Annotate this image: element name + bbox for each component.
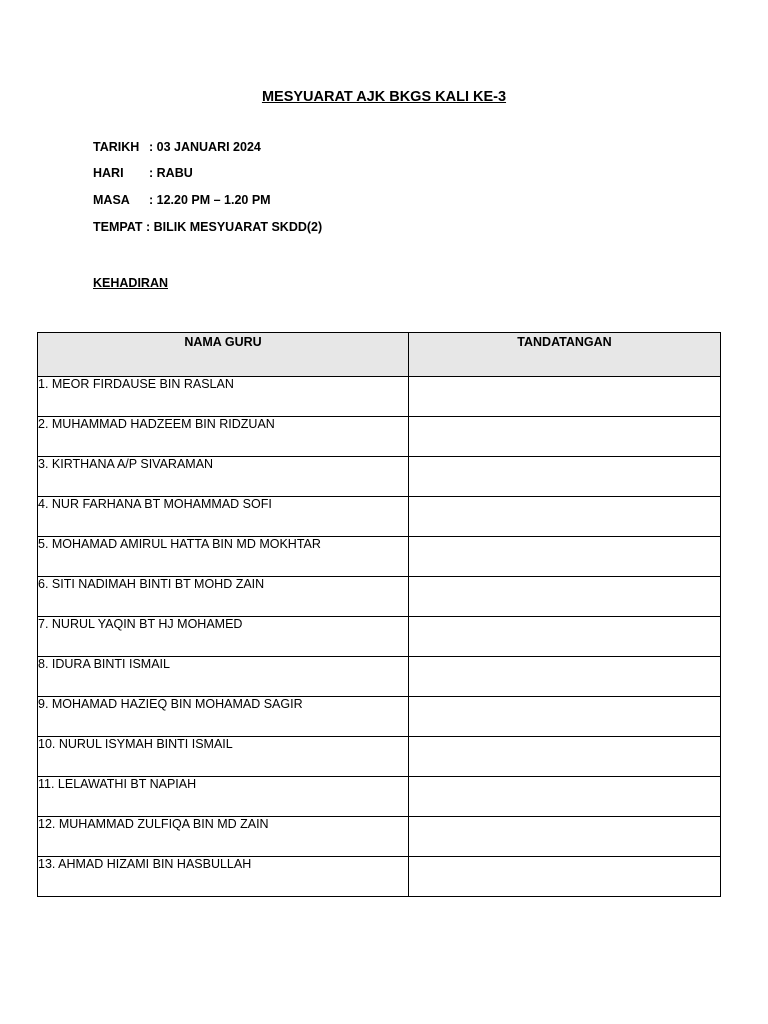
teacher-name: 2. MUHAMMAD HADZEEM BIN RIDZUAN — [38, 417, 409, 457]
table-row — [38, 777, 721, 817]
teacher-name: 3. KIRTHANA A/P SIVARAMAN — [38, 457, 409, 497]
signature-cell[interactable] — [409, 457, 721, 497]
signature-cell[interactable] — [409, 777, 721, 817]
section-heading-kehadiran: KEHADIRAN — [93, 276, 168, 290]
signature-cell[interactable] — [409, 377, 721, 417]
table-row — [38, 657, 721, 697]
hari-value: : RABU — [149, 166, 193, 180]
table-row — [38, 497, 721, 537]
masa-label: MASA — [93, 193, 130, 207]
signature-cell[interactable] — [409, 577, 721, 617]
teacher-name: 7. NURUL YAQIN BT HJ MOHAMED — [38, 617, 409, 657]
hari-label: HARI — [93, 166, 124, 180]
teacher-name: 11. LELAWATHI BT NAPIAH — [38, 777, 409, 817]
document-title: MESYUARAT AJK BKGS KALI KE-3 — [261, 89, 507, 105]
table-row — [38, 617, 721, 657]
header-nama-guru: NAMA GURU — [38, 333, 409, 377]
teacher-name: 12. MUHAMMAD ZULFIQA BIN MD ZAIN — [38, 817, 409, 857]
table-header-row — [38, 333, 721, 377]
table-row — [38, 737, 721, 777]
teacher-name: 13. AHMAD HIZAMI BIN HASBULLAH — [38, 857, 409, 897]
tarikh-label: TARIKH — [93, 140, 140, 154]
teacher-name: 4. NUR FARHANA BT MOHAMMAD SOFI — [38, 497, 409, 537]
masa-value: : 12.20 PM – 1.20 PM — [149, 193, 271, 207]
info-tempat — [93, 220, 322, 234]
table-row — [38, 577, 721, 617]
signature-cell[interactable] — [409, 417, 721, 457]
teacher-name: 9. MOHAMAD HAZIEQ BIN MOHAMAD SAGIR — [38, 697, 409, 737]
info-tarikh — [93, 140, 261, 154]
header-tandatangan: TANDATANGAN — [409, 333, 721, 377]
tarikh-value: : 03 JANUARI 2024 — [149, 140, 261, 154]
signature-cell[interactable] — [409, 697, 721, 737]
signature-cell[interactable] — [409, 857, 721, 897]
teacher-name: 6. SITI NADIMAH BINTI BT MOHD ZAIN — [38, 577, 409, 617]
teacher-name: 1. MEOR FIRDAUSE BIN RASLAN — [38, 377, 409, 417]
teacher-name: 8. IDURA BINTI ISMAIL — [38, 657, 409, 697]
signature-cell[interactable] — [409, 737, 721, 777]
table-row — [38, 457, 721, 497]
tempat-label: TEMPAT — [93, 220, 143, 234]
info-masa — [93, 193, 271, 207]
signature-cell[interactable] — [409, 657, 721, 697]
signature-cell[interactable] — [409, 617, 721, 657]
table-row — [38, 377, 721, 417]
teacher-name: 10. NURUL ISYMAH BINTI ISMAIL — [38, 737, 409, 777]
table-row — [38, 817, 721, 857]
teacher-name: 5. MOHAMAD AMIRUL HATTA BIN MD MOKHTAR — [38, 537, 409, 577]
signature-cell[interactable] — [409, 537, 721, 577]
signature-cell[interactable] — [409, 497, 721, 537]
table-row — [38, 857, 721, 897]
signature-cell[interactable] — [409, 817, 721, 857]
attendance-table — [37, 332, 721, 897]
tempat-value: : BILIK MESYUARAT SKDD(2) — [142, 220, 323, 234]
table-row — [38, 417, 721, 457]
info-hari — [93, 166, 193, 180]
table-row — [38, 537, 721, 577]
table-row — [38, 697, 721, 737]
